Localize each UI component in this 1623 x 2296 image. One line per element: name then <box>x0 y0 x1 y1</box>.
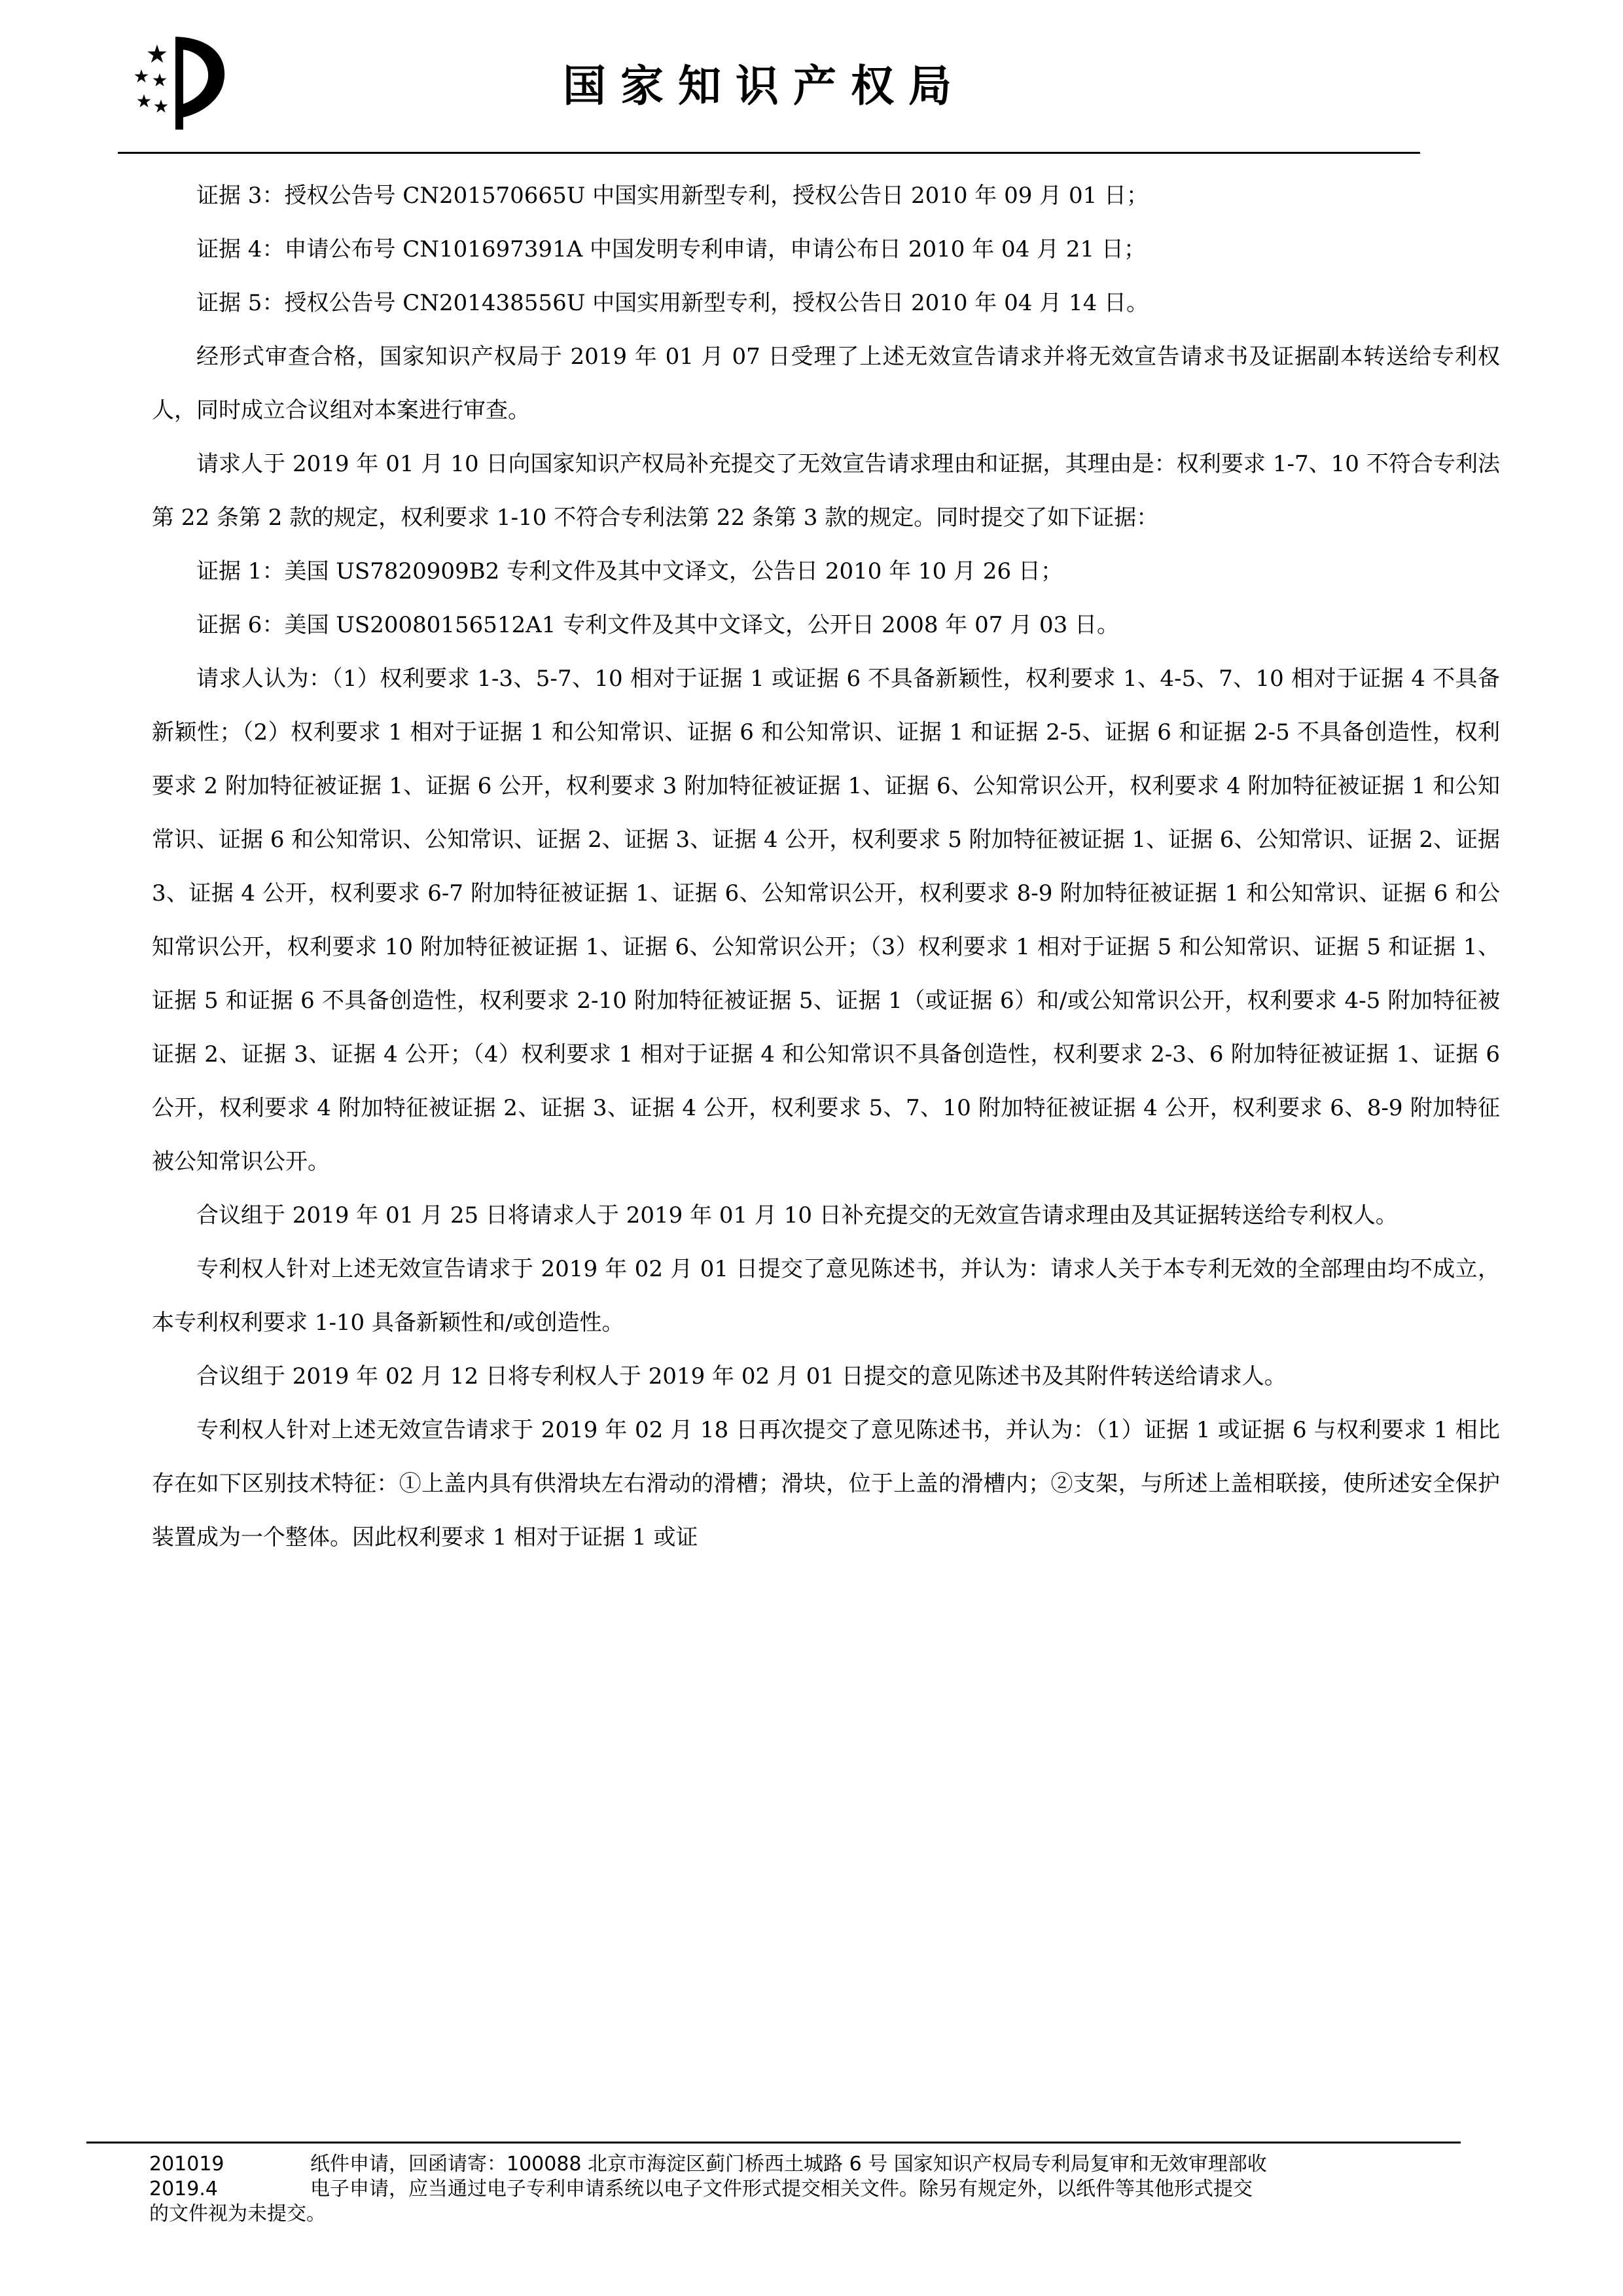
evidence-4-paragraph: 证据 4：申请公布号 CN101697391A 中国发明专利申请，申请公布日 2010 年 04 月 21 日； <box>196 236 1146 262</box>
logo-emblem-shape <box>175 37 224 130</box>
electronic-notice-continued: 的文件视为未提交。 <box>149 2202 326 2225</box>
evidence-5-paragraph: 证据 5：授权公告号 CN201438556U 中国实用新型专利，授权公告日 2010 年 04 月 14 日。 <box>196 290 1149 316</box>
evidence-3-paragraph: 证据 3：授权公告号 CN201570665U 中国实用新型专利，授权公告日 2010 年 09 月 01 日； <box>196 183 1149 209</box>
patentee-opinion-paragraph: 专利权人针对上述无效宣告请求于 2019 年 02 月 01 日提交了意见陈述书，并认为：请求人关于本专利无效的全部理由均不成立，本专利权利要求 1-10 具备新颖性和/或创造性。 <box>152 1256 1500 1336</box>
logo-star <box>134 69 148 82</box>
cnipa-logo <box>118 31 236 136</box>
header-divider <box>118 152 1420 154</box>
logo-star-large <box>147 45 166 63</box>
logo-star <box>137 94 151 107</box>
footer-row-paper <box>149 2152 1510 2177</box>
logo-star <box>152 73 166 86</box>
electronic-notice: 电子申请，应当通过电子专利申请系统以电子文件形式提交相关文件。除另有规定外，以纸件等其他形式提交 <box>310 2178 1253 2200</box>
patentee-second-opinion-paragraph: 专利权人针对上述无效宣告请求于 2019 年 02 月 18 日再次提交了意见陈述书，并认为：（1）证据 1 或证据 6 与权利要求 1 相比存在如下区别技术特征：①上盖内具有供滑块左右滑动的滑槽；滑块，位于上盖的滑槽内；②支架，与所述上盖相联接，使所述安全保护装置成为一个整体。因此权利要求 1 相对于证据 1 或证 <box>152 1417 1500 1551</box>
evidence-6-paragraph: 证据 6：美国 US20080156512A1 专利文件及其中文译文，公开日 2008 年 07 月 03 日。 <box>196 612 1120 638</box>
evidence-1-paragraph: 证据 1：美国 US7820909B2 专利文件及其中文译文，公告日 2010 年 10 月 26 日； <box>196 558 1063 584</box>
form-code: 201019 <box>149 2153 224 2176</box>
document-body <box>152 169 1500 1564</box>
transfer-opinion-paragraph: 合议组于 2019 年 02 月 12 日将专利权人于 2019 年 02 月 01 日提交的意见陈述书及其附件转送给请求人。 <box>196 1363 1287 1390</box>
logo-star <box>154 99 168 113</box>
office-name: 国家知识产权局 <box>563 61 966 111</box>
acceptance-paragraph: 经形式审查合格，国家知识产权局于 2019 年 01 月 07 日受理了上述无效宣告请求并将无效宣告请求书及证据副本转送给专利权人，同时成立合议组对本案进行审查。 <box>152 344 1500 423</box>
requester-arguments-paragraph: 请求人认为：（1）权利要求 1-3、5-7、10 相对于证据 1 或证据 6 不具备新颖性，权利要求 1、4-5、7、10 相对于证据 4 不具备新颖性；（2）权利要求 1 相对于证据 1 和公知常识、证据 6 和公知常识、证据 1 和证据 2-5、证据 6 和证据 2-5 不具备创造性，权利要求 2 附加特征被证据 1、证据 6 公开，权利要求 3 附加特征被证据 1、证据 6、公知常识公开，权利要求 4 附加特征被证据 1 和公知常识、证据 6 和公知常识、公知常识、证据 2、证据 3、证据 4 公开，权利要求 5 附加特征被证据 1、证据 6、公知常识、证据 2、证据 3、证据 4 公开，权利要求 6-7 附加特征被证据 1、证据 6、公知常识公开，权利要求 8-9 附加特征被证据 1 和公知常识、证据 6 和公知常识公开，权利要求 10 附加特征被证据 1、证据 6、公知常识公开；（3）权利要求 1 相对于证据 5 和公知常识、证据 5 和证据 1、证据 5 和证据 6 不具备创造性，权利要求 2-10 附加特征被证据 5、证据 1（或证据 6）和/或公知常识公开，权利要求 4-5 附加特征被证据 2、证据 3、证据 4 公开；（4）权利要求 1 相对于证据 4 和公知常识不具备创造性，权利要求 2-3、6 附加特征被证据 1、证据 6 公开，权利要求 4 附加特征被证据 2、证据 3、证据 4 公开，权利要求 5、7、10 附加特征被证据 4 公开，权利要求 6、8-9 附加特征被公知常识公开。 <box>152 666 1500 1175</box>
paper-notice: 纸件申请，回函请寄：100088 北京市海淀区蓟门桥西土城路 6 号 国家知识产权局专利局复审和无效审理部收 <box>310 2153 1267 2176</box>
form-version: 2019.4 <box>149 2178 218 2200</box>
supplement-paragraph: 请求人于 2019 年 01 月 10 日向国家知识产权局补充提交了无效宣告请求理由和证据，其理由是：权利要求 1-7、10 不符合专利法第 22 条第 2 款的规定，权利要求 1-10 不符合专利法第 22 条第 3 款的规定。同时提交了如下证据： <box>152 451 1500 531</box>
footer-row-electronic <box>149 2177 1510 2202</box>
transfer-paragraph: 合议组于 2019 年 01 月 25 日将请求人于 2019 年 01 月 10 日补充提交的无效宣告请求理由及其证据转送给专利权人。 <box>196 1202 1398 1229</box>
page-footer <box>149 2152 1510 2227</box>
footer-divider <box>86 2142 1461 2144</box>
